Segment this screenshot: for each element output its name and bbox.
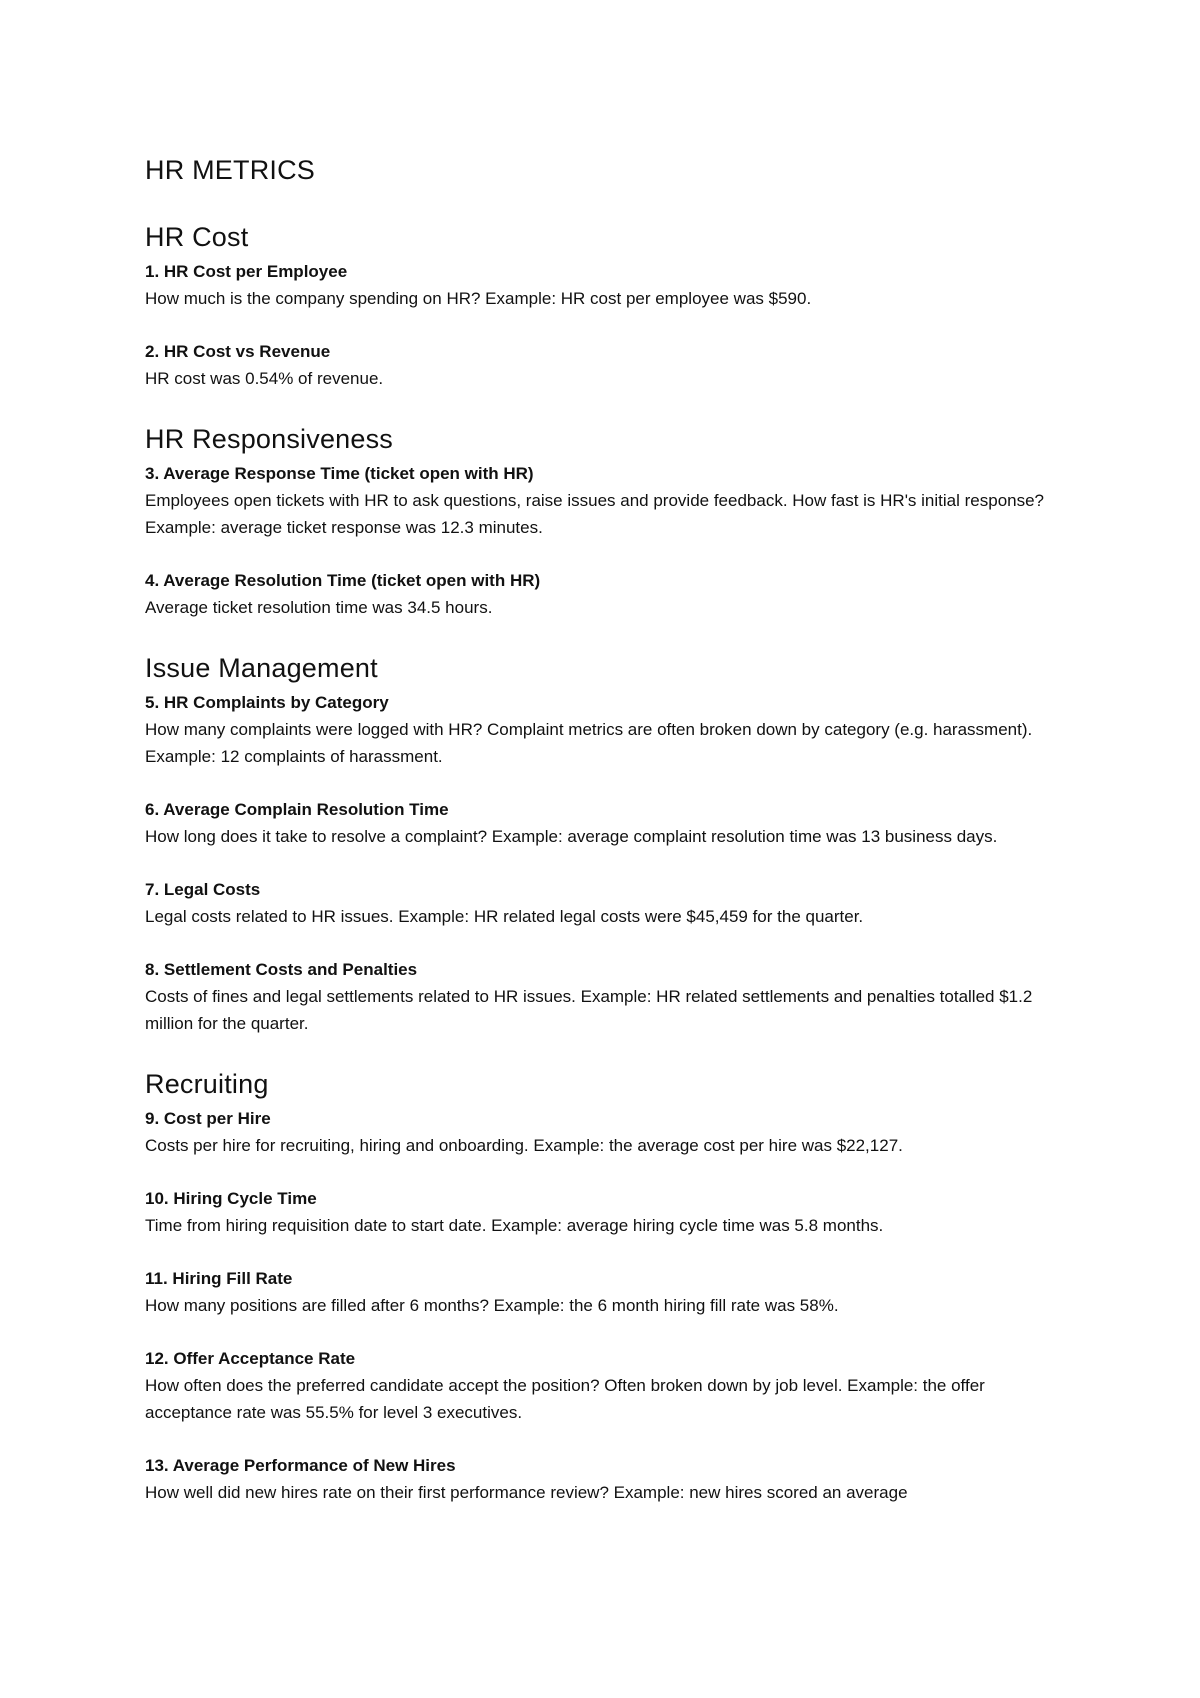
metric-description: Employees open tickets with HR to ask questions, raise issues and provide feedback. How fast is HR's initial response? Example: average ticket response was 12.3 minutes. [145, 491, 1045, 537]
metric-title: 1. HR Cost per Employee [145, 262, 348, 281]
metric-title: 9. Cost per Hire [145, 1109, 271, 1128]
metric-title: 2. HR Cost vs Revenue [145, 342, 331, 361]
metric-description: How well did new hires rate on their first performance review? Example: new hires scored an average [145, 1483, 908, 1502]
metric-title: 5. HR Complaints by Category [145, 693, 389, 712]
metric-item [145, 460, 1075, 541]
metric-item [145, 1185, 1075, 1239]
metric-title: 4. Average Resolution Time (ticket open with HR) [145, 571, 541, 590]
metric-item [145, 567, 1075, 621]
section [145, 420, 1075, 621]
section [145, 218, 1075, 392]
metric-item [145, 258, 1075, 312]
metric-title: 7. Legal Costs [145, 880, 261, 899]
metric-title: 11. Hiring Fill Rate [145, 1269, 293, 1288]
metric-description: Average ticket resolution time was 34.5 hours. [145, 598, 493, 617]
section-heading: HR Cost [145, 222, 249, 252]
section-heading: Issue Management [145, 653, 378, 683]
section-heading: HR Responsiveness [145, 424, 394, 454]
metric-description: How many complaints were logged with HR? Complaint metrics are often broken down by category (e.g. harassment). Example: 12 complaints of harassment. [145, 720, 1033, 766]
document-page [145, 140, 1075, 1506]
section-heading: Recruiting [145, 1069, 269, 1099]
metric-item [145, 956, 1075, 1037]
metric-title: 13. Average Performance of New Hires [145, 1456, 456, 1475]
metric-item [145, 1105, 1075, 1159]
metric-item [145, 689, 1075, 770]
metric-title: 6. Average Complain Resolution Time [145, 800, 449, 819]
metric-description: HR cost was 0.54% of revenue. [145, 369, 384, 388]
metric-item [145, 1265, 1075, 1319]
metric-item [145, 1452, 1075, 1506]
metric-description: How many positions are filled after 6 months? Example: the 6 month hiring fill rate was 58%. [145, 1296, 839, 1315]
metric-description: Legal costs related to HR issues. Example: HR related legal costs were $45,459 for the quarter. [145, 907, 864, 926]
metric-description: How long does it take to resolve a complaint? Example: average complaint resolution time was 13 business days. [145, 827, 998, 846]
metric-description: Time from hiring requisition date to start date. Example: average hiring cycle time was 5.8 months. [145, 1216, 884, 1235]
document-title: HR METRICS [145, 155, 315, 185]
metric-description: How much is the company spending on HR? Example: HR cost per employee was $590. [145, 289, 812, 308]
metric-title: 12. Offer Acceptance Rate [145, 1349, 356, 1368]
metric-description: How often does the preferred candidate accept the position? Often broken down by job level. Example: the offer acceptance rate was 55.5% for level 3 executives. [145, 1376, 985, 1422]
metric-description: Costs per hire for recruiting, hiring and onboarding. Example: the average cost per hire was $22,127. [145, 1136, 903, 1155]
metric-item [145, 338, 1075, 392]
section [145, 649, 1075, 1037]
sections-container [145, 218, 1075, 1506]
metric-title: 10. Hiring Cycle Time [145, 1189, 317, 1208]
metric-item [145, 1345, 1075, 1426]
section [145, 1065, 1075, 1506]
metric-title: 8. Settlement Costs and Penalties [145, 960, 418, 979]
metric-title: 3. Average Response Time (ticket open with HR) [145, 464, 534, 483]
metric-description: Costs of fines and legal settlements related to HR issues. Example: HR related settlements and penalties totalled $1.2 million for the quarter. [145, 987, 1033, 1033]
metric-item [145, 876, 1075, 930]
metric-item [145, 796, 1075, 850]
